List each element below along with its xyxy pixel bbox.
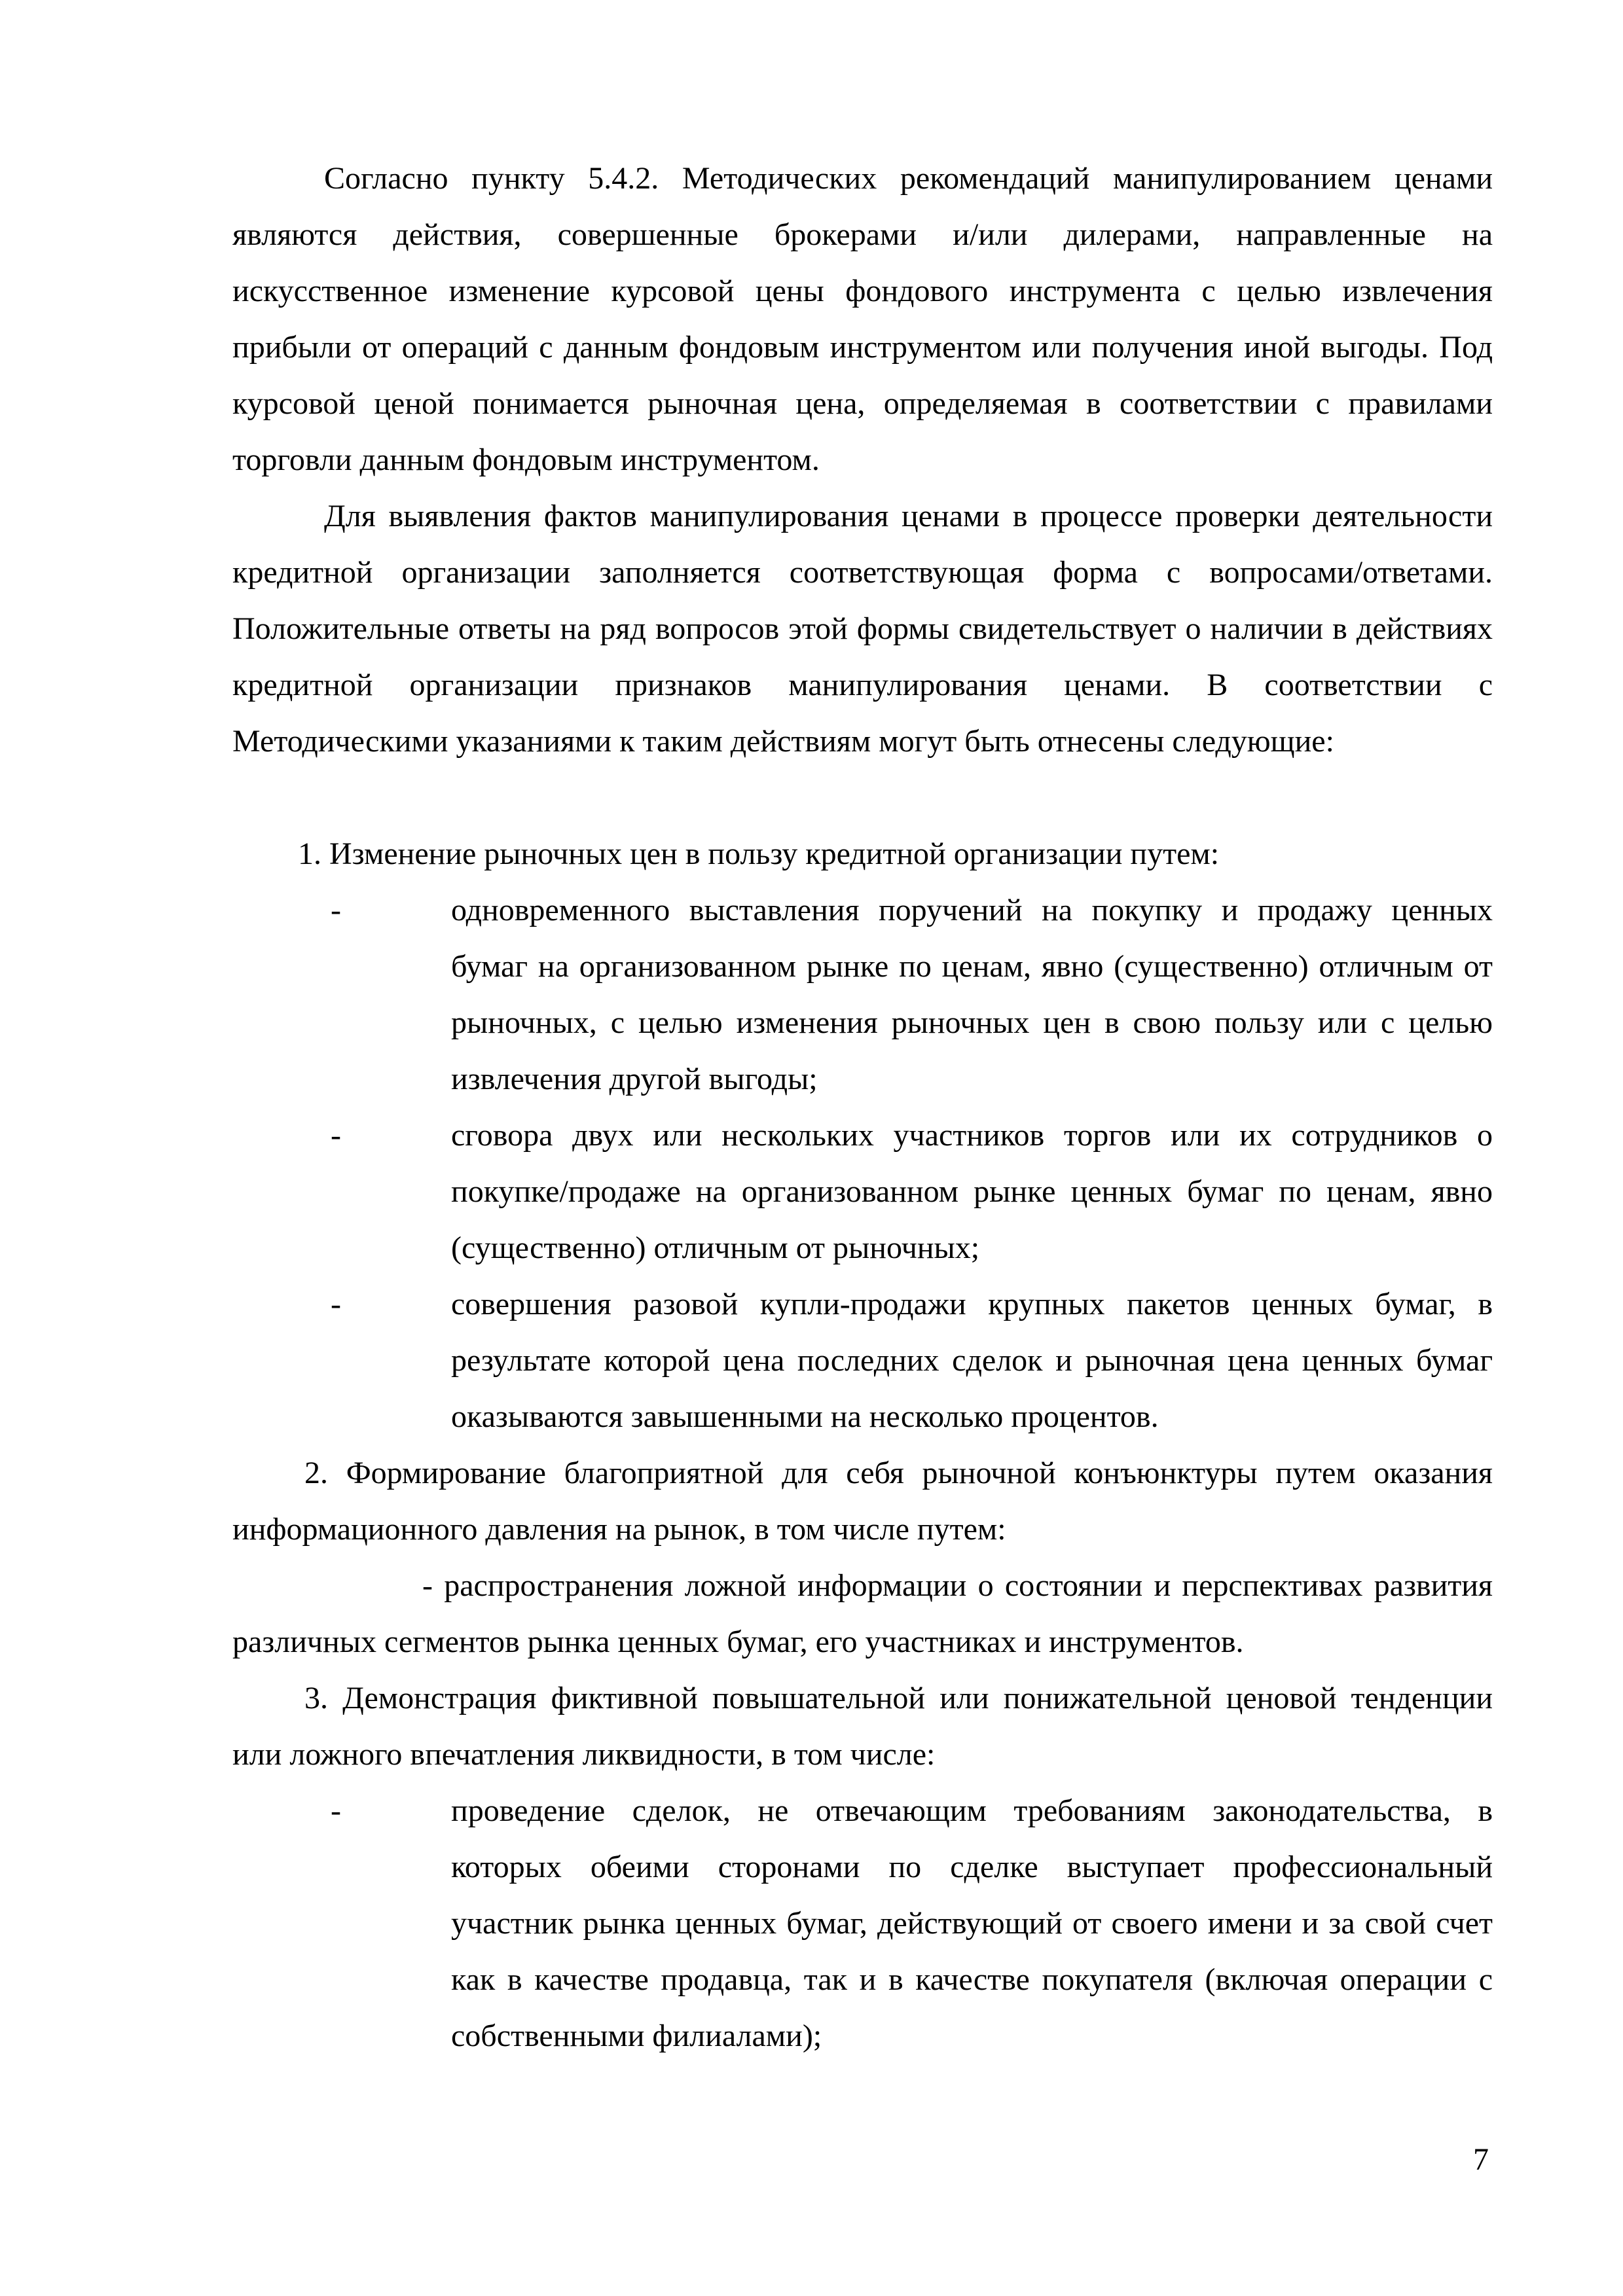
dash-marker: - xyxy=(331,893,341,927)
list-item-3-bullet-1 xyxy=(232,1783,1493,2064)
list-item-1: 1. Изменение рыночных цен в пользу кредитной организации путем: xyxy=(298,836,1220,871)
paragraph-1: Согласно пункту 5.4.2. Методических рекомендаций манипулированием ценами являются действия, совершенные брокерами и/или дилерами, направленные на искусственное изменение курсовой цены фондового инструмента с целью извлечения прибыли от операций с данным фондовым инструментом или получения иной выгоды. Под курсовой ценой понимается рыночная цена, определяемая в соответствии с правилами торговли данным фондовым инструментом. xyxy=(232,161,1493,477)
bullet-text: одновременного выставления поручений на покупку и продажу ценных бумаг на организованном рынке по ценам, явно (существенно) отличным от рыночных, с целью изменения рыночных цен в свою пользу или с целью извлечения другой выгоды; xyxy=(451,893,1493,1096)
bullet-text: сговора двух или нескольких участников торгов или их сотрудников о покупке/продаже на организованном рынке ценных бумаг по ценам, явно (существенно) отличным от рыночных; xyxy=(451,1118,1493,1265)
dash-marker: - xyxy=(331,1118,341,1153)
list-item-2: 2. Формирование благоприятной для себя рыночной конъюнктуры путем оказания информационного давления на рынок, в том числе путем: xyxy=(232,1456,1493,1547)
list-item-3: 3. Демонстрация фиктивной повышательной или понижательной ценовой тенденции или ложного впечатления ликвидности, в том числе: xyxy=(232,1681,1493,1772)
dash-marker: - xyxy=(331,1793,341,1828)
paragraph-2: Для выявления фактов манипулирования ценами в процессе проверки деятельности кредитной организации заполняется соответствующая форма с вопросами/ответами. Положительные ответы на ряд вопросов этой формы свидетельствует о наличии в действиях кредитной организации признаков манипулирования ценами. В соответствии с Методическими указаниями к таким действиям могут быть отнесены следующие: xyxy=(232,499,1493,759)
list-item-2-sub: - распространения ложной информации о состоянии и перспективах развития различных сегментов рынка ценных бумаг, его участниках и инструментов. xyxy=(232,1568,1493,1659)
list-item-1-bullet-2 xyxy=(232,1107,1493,1276)
bullet-text: совершения разовой купли-продажи крупных пакетов ценных бумаг, в результате которой цена последних сделок и рыночная цена ценных бумаг оказываются завышенными на несколько процентов. xyxy=(451,1287,1493,1434)
dash-marker: - xyxy=(331,1287,341,1321)
spacer xyxy=(232,770,1493,826)
bullet-text: проведение сделок, не отвечающим требованиям законодательства, в которых обеими сторонами по сделке выступает профессиональный участник рынка ценных бумаг, действующий от своего имени и за свой счет как в качестве продавца, так и в качестве покупателя (включая операции с собственными филиалами); xyxy=(451,1793,1493,2053)
list-item-1-bullet-3 xyxy=(232,1276,1493,1445)
document-body xyxy=(232,151,1493,2064)
list-item-1-bullet-1 xyxy=(232,882,1493,1107)
page-number: 7 xyxy=(1473,2142,1489,2177)
